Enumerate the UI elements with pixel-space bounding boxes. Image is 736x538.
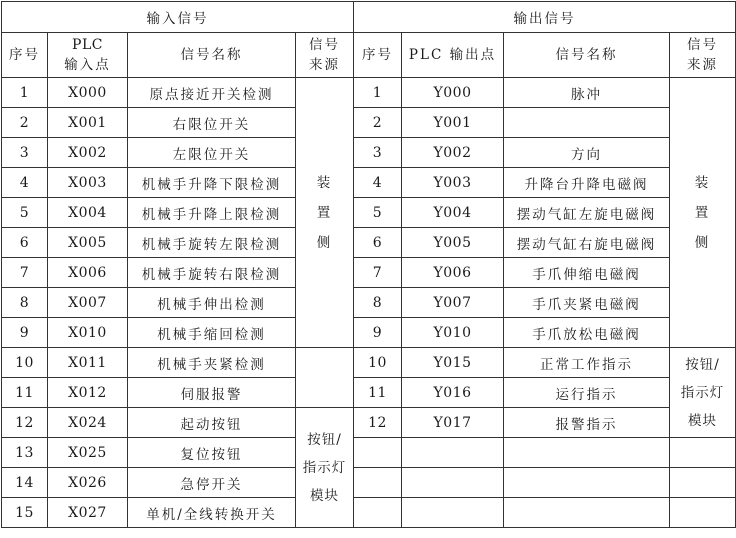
input-signal-name-header: 信号名称 [128,33,296,78]
input-point-cell: X001 [48,108,128,138]
table-row [2,498,736,528]
input-seq-cell: 10 [2,348,48,378]
output-point-cell: Y005 [402,228,504,258]
input-source-button-module-line: 指示灯 [302,459,347,476]
input-source-device-side-line: 侧 [316,234,333,251]
output-seq-cell: 2 [354,108,402,138]
input-seq-cell: 2 [2,108,48,138]
input-name-cell: 原点接近开关检测 [128,78,296,108]
input-point-cell: X011 [48,348,128,378]
output-name-cell: 摆动气缸右旋电磁阀 [504,228,670,258]
table-row [2,78,736,108]
output-name-cell: 脉冲 [504,78,670,108]
output-seq-cell: 8 [354,288,402,318]
output-source-button-module-line: 按钮/ [685,356,720,373]
empty-cell [504,468,670,498]
output-source-header-line2: 来源 [687,57,718,73]
table-row [2,438,736,468]
table-row [2,408,736,438]
input-source-device-side-line: 置 [316,204,333,221]
output-seq-cell: 5 [354,198,402,228]
empty-cell [354,468,402,498]
output-seq-cell: 11 [354,378,402,408]
output-seq-cell: 7 [354,258,402,288]
input-name-cell: 右限位开关 [128,108,296,138]
input-name-cell: 单机/全线转换开关 [128,498,296,528]
output-name-cell: 手爪放松电磁阀 [504,318,670,348]
input-seq-cell: 15 [2,498,48,528]
output-name-cell [504,108,670,138]
output-source-button-module [670,348,736,438]
output-point-cell: Y015 [402,348,504,378]
input-source-header-line2: 来源 [309,57,340,73]
input-point-cell: X006 [48,258,128,288]
output-source-device-side-line: 装 [694,174,711,191]
input-name-cell: 起动按钮 [128,408,296,438]
output-name-cell: 摆动气缸左旋电磁阀 [504,198,670,228]
output-source-device-side-line: 置 [694,204,711,221]
input-point-cell: X005 [48,228,128,258]
input-name-cell: 机械手升降上限检测 [128,198,296,228]
table-row [2,258,736,288]
input-plc-header [48,33,128,78]
input-source-button-module-line: 按钮/ [307,431,342,448]
output-seq-cell: 12 [354,408,402,438]
input-point-cell: X025 [48,438,128,468]
table-row [2,288,736,318]
empty-cell [354,438,402,468]
input-point-cell: X000 [48,78,128,108]
input-seq-header: 序号 [2,33,48,78]
table-row [2,378,736,408]
output-point-cell: Y007 [402,288,504,318]
input-name-cell: 伺服报警 [128,378,296,408]
output-source-button-module-line: 指示灯 [680,384,725,401]
input-name-cell: 左限位开关 [128,138,296,168]
input-name-cell: 机械手伸出检测 [128,288,296,318]
output-name-cell: 手爪伸缩电磁阀 [504,258,670,288]
input-name-cell: 复位按钮 [128,438,296,468]
input-source-blank [296,348,354,408]
output-name-cell: 手爪夹紧电磁阀 [504,288,670,318]
input-seq-cell: 14 [2,468,48,498]
output-seq-cell: 9 [354,318,402,348]
output-name-cell: 正常工作指示 [504,348,670,378]
input-name-cell: 机械手缩回检测 [128,318,296,348]
table-row [2,468,736,498]
output-point-cell: Y001 [402,108,504,138]
output-seq-header: 序号 [354,33,402,78]
input-point-cell: X007 [48,288,128,318]
output-source-header [670,33,736,78]
input-signal-title: 输入信号 [2,2,354,33]
io-signal-table [1,1,736,528]
empty-cell [670,438,736,468]
output-source-header-line1: 信号 [687,37,718,53]
output-name-cell: 运行指示 [504,378,670,408]
input-source-device-side [296,78,354,348]
table-row [2,318,736,348]
input-source-button-module-line: 模块 [310,487,339,504]
input-point-cell: X027 [48,498,128,528]
empty-cell [402,438,504,468]
input-seq-cell: 6 [2,228,48,258]
input-plc-header-line1: PLC [72,37,103,53]
output-signal-title: 输出信号 [354,2,736,33]
output-name-cell: 报警指示 [504,408,670,438]
input-source-header [296,33,354,78]
output-name-cell: 方向 [504,138,670,168]
input-name-cell: 机械手旋转左限检测 [128,228,296,258]
output-seq-cell: 6 [354,228,402,258]
output-source-device-side [670,78,736,348]
output-point-cell: Y002 [402,138,504,168]
output-seq-cell: 10 [354,348,402,378]
input-seq-cell: 5 [2,198,48,228]
column-header-row [2,33,736,78]
input-source-button-module [296,408,354,528]
empty-cell [504,498,670,528]
output-point-cell: Y016 [402,378,504,408]
table-row [2,228,736,258]
input-name-cell: 急停开关 [128,468,296,498]
output-point-cell: Y003 [402,168,504,198]
output-point-cell: Y010 [402,318,504,348]
empty-cell [402,498,504,528]
empty-cell [402,468,504,498]
input-seq-cell: 11 [2,378,48,408]
table-row [2,168,736,198]
input-source-device-side-line: 装 [316,174,333,191]
group-header-row [2,2,736,33]
output-signal-name-header: 信号名称 [504,33,670,78]
input-name-cell: 机械手夹紧检测 [128,348,296,378]
input-point-cell: X004 [48,198,128,228]
input-point-cell: X026 [48,468,128,498]
input-seq-cell: 12 [2,408,48,438]
input-seq-cell: 4 [2,168,48,198]
input-point-cell: X010 [48,318,128,348]
output-point-cell: Y017 [402,408,504,438]
input-point-cell: X002 [48,138,128,168]
input-point-cell: X003 [48,168,128,198]
input-seq-cell: 3 [2,138,48,168]
input-name-cell: 机械手升降下限检测 [128,168,296,198]
table-row [2,108,736,138]
output-seq-cell: 1 [354,78,402,108]
output-seq-cell: 4 [354,168,402,198]
input-plc-header-line2: 输入点 [64,57,111,73]
output-source-button-module-line: 模块 [688,412,717,429]
empty-cell [670,498,736,528]
input-seq-cell: 7 [2,258,48,288]
input-seq-cell: 1 [2,78,48,108]
output-source-device-side-line: 侧 [694,234,711,251]
table-row [2,348,736,378]
output-name-cell: 升降台升降电磁阀 [504,168,670,198]
output-point-cell: Y000 [402,78,504,108]
empty-cell [354,498,402,528]
input-seq-cell: 8 [2,288,48,318]
table-row [2,138,736,168]
empty-cell [670,468,736,498]
input-seq-cell: 9 [2,318,48,348]
input-point-cell: X012 [48,378,128,408]
output-point-cell: Y004 [402,198,504,228]
output-seq-cell: 3 [354,138,402,168]
input-name-cell: 机械手旋转右限检测 [128,258,296,288]
output-plc-header: PLC 输出点 [402,33,504,78]
input-source-header-line1: 信号 [309,37,340,53]
input-point-cell: X024 [48,408,128,438]
table-row [2,198,736,228]
empty-cell [504,438,670,468]
input-seq-cell: 13 [2,438,48,468]
output-point-cell: Y006 [402,258,504,288]
